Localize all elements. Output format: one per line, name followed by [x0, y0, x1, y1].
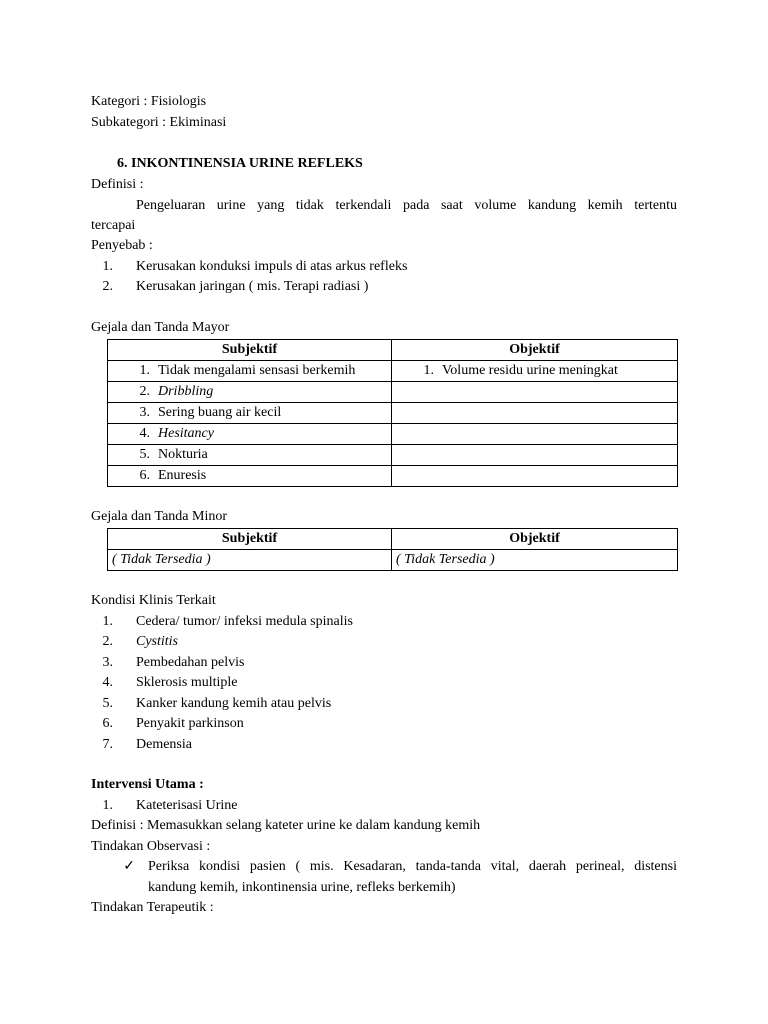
subkategori-line: Subkategori : Ekiminasi	[91, 114, 227, 130]
list-item: 1. Cedera/ tumor/ infeksi medula spinalis	[102, 613, 353, 629]
table-row: 6. Enuresis	[108, 466, 678, 487]
table-header-row	[108, 340, 678, 361]
minor-label: Gejala dan Tanda Minor	[91, 509, 227, 524]
col-subjektif-header: Subjektif	[108, 340, 392, 361]
table-row	[108, 550, 678, 571]
observasi-text-line2: kandung kemih, inkontinensia urine, refleks berkemih)	[148, 879, 456, 895]
kondisi-label: Kondisi Klinis Terkait	[91, 593, 216, 608]
list-item: 2. Kerusakan jaringan ( mis. Terapi radiasi )	[102, 279, 369, 294]
list-item: 1. Kateterisasi Urine	[102, 797, 238, 813]
mayor-label: Gejala dan Tanda Mayor	[91, 320, 230, 335]
minor-table	[107, 528, 678, 571]
table-header-row	[108, 529, 678, 550]
definisi-text-line1: Pengeluaran urine yang tidak terkendali pada saat volume kandung kemih tertentu	[136, 197, 677, 213]
penyebab-section	[91, 236, 677, 298]
list-item: 4. Sklerosis multiple	[102, 675, 238, 690]
col-subjektif-header: Subjektif	[108, 529, 392, 550]
definisi-text-line2: tercapai	[91, 218, 136, 233]
list-item: 1. Kerusakan konduksi impuls di atas arkus refleks	[102, 258, 408, 274]
minor-subjektif-cell: ( Tidak Tersedia )	[108, 550, 392, 571]
category-header	[91, 92, 677, 133]
kondisi-section	[91, 591, 677, 755]
terapeutik-label: Tindakan Terapeutik :	[91, 900, 214, 915]
list-item: 2. Cystitis	[102, 634, 179, 649]
definisi-label: Definisi :	[91, 177, 144, 192]
penyebab-label: Penyebab :	[91, 238, 153, 253]
penyebab-list	[91, 257, 677, 298]
definisi-section	[91, 175, 677, 237]
section-title: 6. INKONTINENSIA URINE REFLEKS	[117, 156, 363, 171]
kondisi-list	[91, 612, 677, 756]
observasi-label: Tindakan Observasi :	[91, 838, 211, 854]
list-item: 5. Kanker kandung kemih atau pelvis	[102, 695, 332, 711]
col-objektif-header: Objektif	[392, 529, 678, 550]
mayor-table	[107, 339, 678, 487]
intervensi-label: Intervensi Utama :	[91, 777, 204, 792]
intervensi-definisi: Definisi : Memasukkan selang kateter urine ke dalam kandung kemih	[91, 818, 481, 833]
check-icon: ✓	[123, 859, 135, 874]
table-row: 2. Dribbling	[108, 382, 678, 403]
list-item: 7. Demensia	[102, 736, 192, 752]
minor-objektif-cell: ( Tidak Tersedia )	[392, 550, 678, 571]
col-objektif-header: Objektif	[392, 340, 678, 361]
list-item: 6. Penyakit parkinson	[102, 716, 244, 731]
observasi-item	[91, 857, 677, 898]
table-row: 4. Hesitancy	[108, 424, 678, 445]
table-row: 1. Tidak mengalami sensasi berkemih 1. Volume residu urine meningkat	[108, 361, 678, 382]
table-row: 5. Nokturia	[108, 445, 678, 466]
list-item: 3. Pembedahan pelvis	[102, 654, 245, 670]
table-row: 3. Sering buang air kecil	[108, 403, 678, 424]
intervensi-list	[91, 796, 677, 817]
observasi-text-line1: Periksa kondisi pasien ( mis. Kesadaran, tanda-tanda vital, daerah perineal, distensi	[148, 859, 677, 874]
intervensi-section	[91, 775, 677, 919]
kategori-line: Kategori : Fisiologis	[91, 94, 207, 109]
